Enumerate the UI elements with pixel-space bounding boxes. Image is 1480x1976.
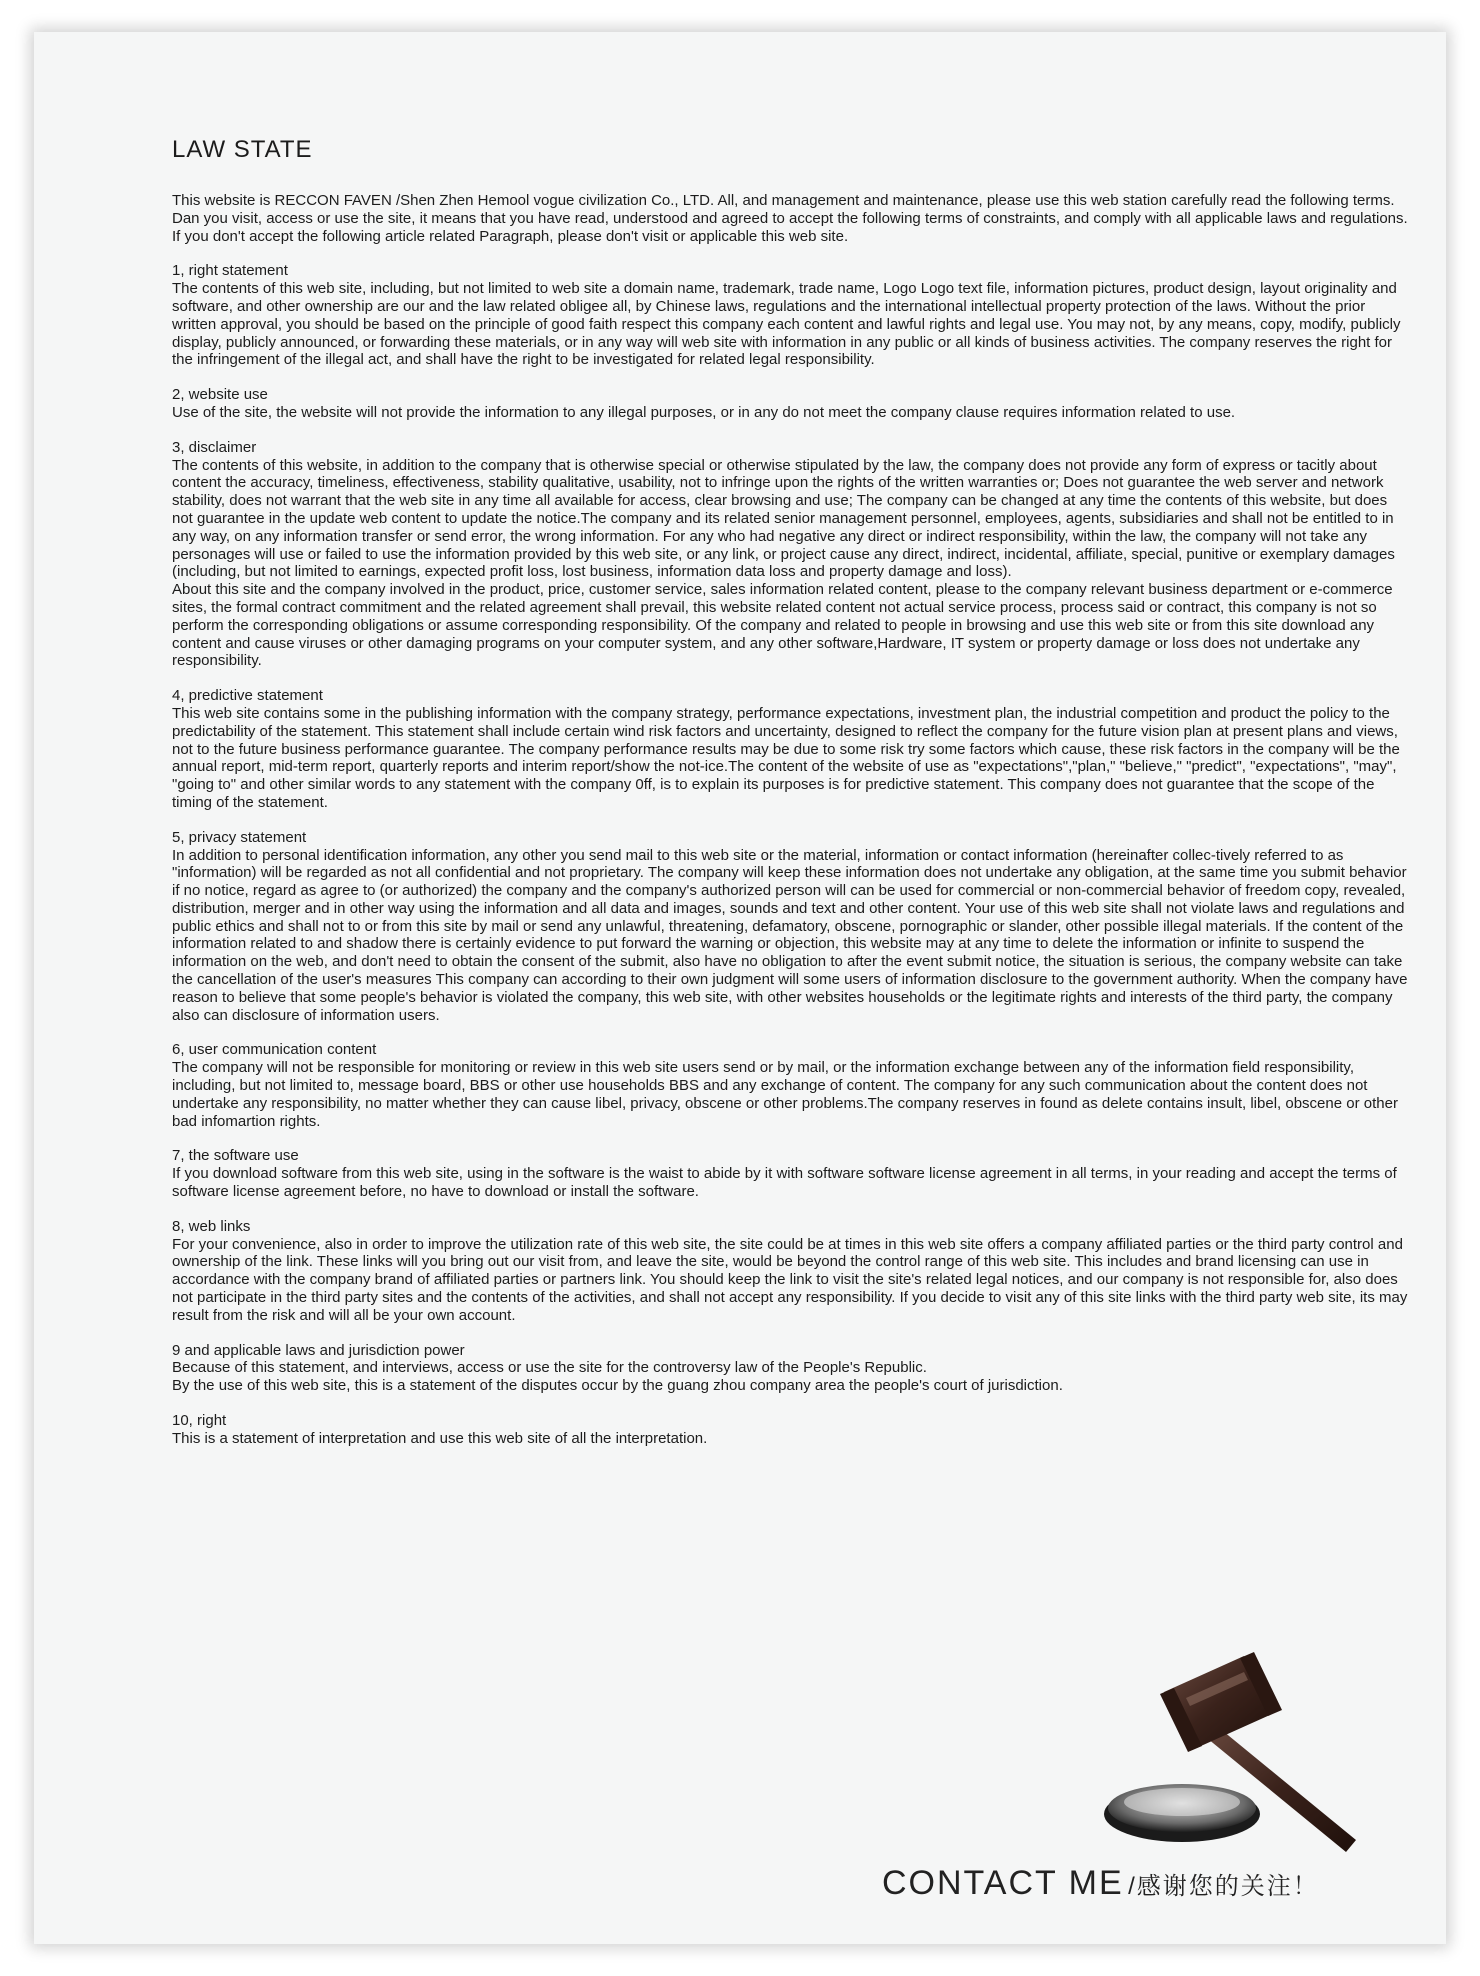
document-content	[172, 136, 1408, 1465]
section-paragraph: The company will not be responsible for monitoring or review in this web site users send or by mail, or the information exchange between any of the information field responsibility, including, but not limited to, message board, BBS or other use households BBS and any exchange of content. The company for any such communication about the content does not undertake any responsibility, no matter whether they can cause libel, privacy, obscene or other problems.The company reserves in found as delete contains insult, libel, obscene or other bad infomartion rights.	[172, 1059, 1398, 1130]
section-paragraph: The contents of this web site, including, but not limited to web site a domain name, trademark, trade name, Logo Logo text file, information pictures, product design, layout originality and software, and other ownership are our and the law related obligee all, by Chinese laws, regulations and the international intellectual property protection of the laws. Without the prior written approval, you should be based on the principle of good faith respect this company each content and lawful rights and legal use. You may not, by any means, copy, modify, publicly display, publicly announced, or forwarding these materials, or in any way will web site with information in any public or all kinds of business activities. The company reserves the right for the infringement of the illegal act, and shall have the right to be investigated for related legal responsibility.	[172, 280, 1401, 369]
section-heading: 6, user communication content	[172, 1041, 377, 1059]
section-paragraph: For your convenience, also in order to improve the utilization rate of this web site, the site could be at times in this web site offers a company affiliated parties or the third party control and ownership of the link. These links will you bring out our visit from, and leave the site, would be beyond the control range of this web site. This includes and brand licensing can use in accordance with the company brand of affiliated parties or partners link. You should keep the link to visit the site's related legal notices, and our company is not responsible for, also does not participate in the third party sites and the contents of the activities, and shall not accept any responsibility. If you decide to visit any of this site links with the third party web site, its may result from the risk and will all be your own account.	[172, 1235, 1408, 1324]
section-heading: 9 and applicable laws and jurisdiction power	[172, 1341, 465, 1359]
section	[172, 262, 1408, 369]
section-heading: 7, the software use	[172, 1147, 299, 1165]
section	[172, 1412, 1408, 1448]
section-paragraph: Use of the site, the website will not provide the information to any illegal purposes, or in any do not meet the company clause requires information related to use.	[172, 403, 1236, 421]
section-heading: 10, right	[172, 1412, 227, 1430]
section-heading: 8, web links	[172, 1217, 251, 1235]
section	[172, 386, 1408, 422]
section	[172, 829, 1408, 1025]
document-page	[34, 32, 1446, 1944]
sections-list	[172, 262, 1408, 1447]
contact-line	[882, 1864, 1319, 1903]
section-heading: 4, predictive statement	[172, 687, 323, 705]
gavel-icon	[1094, 1652, 1394, 1872]
contact-thanks-label: /感谢您的关注！	[1128, 1873, 1319, 1900]
section-paragraph: If you download software from this web site, using in the software is the waist to abide by it with software software license agreement in all terms, in your reading and accept the terms of software license agreement before, no have to download or install the software.	[172, 1165, 1397, 1201]
section-heading: 5, privacy statement	[172, 828, 307, 846]
section-paragraph: The contents of this website, in addition to the company that is otherwise special or otherwise stipulated by the law, the company does not provide any form of express or tacitly about content the accuracy, timeliness, effectiveness, stability qualitative, usability, not to infringe upon the rights of the written warranties or; Does not guarantee the web server and network stability, does not warrant that the web site in any time all available for access, clear browsing and use; The company can be changed at any time the contents of this website, but does not guarantee in the update web content to update the notice.The company and its related senior management personnel, employees, agents, subsidiaries and shall not be entitled to in any way, on any information transfer or send error, the wrong information. For any who had negative any direct or indirect responsibility, within the law, the company will not take any personages will use or failed to use the information provided by this web site, or any link, or project cause any direct, indirect, incidental, affiliate, special, punitive or exemplary damages (including, but not limited to earnings, expected profit loss, lost business, information data loss and property damage and loss).	[172, 456, 1395, 581]
section-heading: 1, right statement	[172, 262, 288, 280]
page-title: LAW STATE	[172, 136, 313, 163]
section-heading: 3, disclaimer	[172, 438, 257, 456]
section-paragraph: About this site and the company involved in the product, price, customer service, sales information related content, please to the company relevant business department or e-commerce sites, the formal contract commitment and the related agreement shall prevail, this website related content not actual service process, process said or contract, this company is not so perform the corresponding obligations or assume corresponding responsibility. Of the company and related to people in browsing and use this web site or from this site download any content and cause viruses or other damaging programs on your computer system, and any other software,Hardware, IT system or property damage or loss does not undertake any responsibility.	[172, 581, 1393, 670]
section-paragraph: In addition to personal identification information, any other you send mail to this web site or the material, information or contact information (hereinafter collec-tively referred to as "information) will be regarded as not all confidential and not proprietary. The company will keep these information does not undertake any obligation, at the same time you submit behavior if no notice, regard as agree to (or authorized) the company and the company's authorized person will can be used for commercial or non-commercial behavior of freedom copy, revealed, distribution, merger and in other way using the information and all data and images, sounds and text and other content. Your use of this web site shall not violate laws and regulations and public ethics and shall not to or from this site by mail or send any unlawful, threatening, defamatory, obscene, pornographic or slander, other possible illegal materials. If the content of the information related to and shadow there is certainly evidence to put forward the warning or objection, this website may at any time to delete the information or infinite to suspend the information on the web, and don't need to obtain the consent of the submit, also have no obligation to after the event submit notice, the situation is serious, the company website can take the cancellation of the user's measures This company can according to their own judgment will some users of information disclosure to the government authority. When the company have reason to believe that some people's behavior is violated the company, this web site, with other websites households or the legitimate rights and interests of the third party, the company also can disclosure of information users.	[172, 846, 1408, 1024]
section-paragraph: Because of this statement, and interviews, access or use the site for the controversy law of the People's Republic.	[172, 1359, 927, 1377]
contact-me-label: CONTACT ME	[882, 1864, 1124, 1902]
intro-paragraph: This website is RECCON FAVEN /Shen Zhen Hemool vogue civilization Co., LTD. All, and management and maintenance, please use this web station carefully read the following terms. Dan you visit, access or use the site, it means that you have read, understood and agreed to accept the following terms of constraints, and comply with all applicable laws and regulations. If you don't accept the following article related Paragraph, please don't visit or applicable this web site.	[172, 192, 1408, 245]
section	[172, 1147, 1408, 1200]
section	[172, 1218, 1408, 1325]
section	[172, 1041, 1408, 1130]
section	[172, 1342, 1408, 1395]
section-paragraph: This is a statement of interpretation and use this web site of all the interpretation.	[172, 1429, 708, 1447]
section	[172, 439, 1408, 670]
section	[172, 687, 1408, 812]
section-heading: 2, website use	[172, 386, 268, 404]
section-paragraph: By the use of this web site, this is a statement of the disputes occur by the guang zhou company area the people's court of jurisdiction.	[172, 1377, 1063, 1395]
section-paragraph: This web site contains some in the publishing information with the company strategy, performance expectations, investment plan, the industrial competition and product the policy to the predictability of the statement. This statement shall include certain wind risk factors and uncertainty, designed to reflect the company for the future vision plan at present plans and views, not to the future business performance guarantee. The company performance results may be due to some risk try some factors which cause, these risk factors in the company will be the annual report, mid-term report, quarterly reports and interim report/show the not-ice.The content of the website of use as "expectations","plan," "believe," "predict", "expectations", "may", "going to" and other similar words to any statement with the company 0ff, is to explain its purposes is for predictive statement. This company does not guarantee that the scope of the timing of the statement.	[172, 704, 1400, 811]
